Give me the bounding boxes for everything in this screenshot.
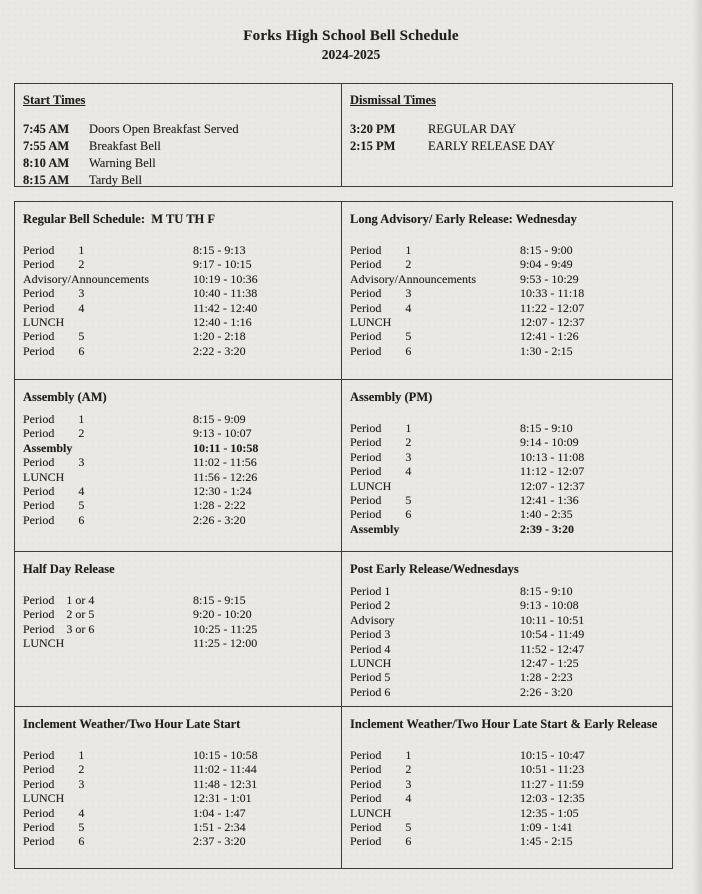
schedule-row-label: Period 3 xyxy=(350,627,391,642)
schedule-row-label: LUNCH xyxy=(23,636,65,651)
schedule-row-time: 2:37 - 3:20 xyxy=(193,834,246,849)
schedule-row-label: Period 3 xyxy=(23,776,85,791)
schedule-row-label: Period 1 xyxy=(350,243,412,257)
schedule-row xyxy=(350,627,666,641)
schedule-row-time: 12:40 - 1:16 xyxy=(193,315,252,330)
schedule-row-time: 1:09 - 1:41 xyxy=(520,820,573,835)
schedule-row-time: 2:39 - 3:20 xyxy=(520,521,574,536)
schedule-row-time: 10:13 - 11:08 xyxy=(520,449,585,464)
schedule-row xyxy=(350,656,666,670)
schedule-row-label: Period 2 xyxy=(23,762,85,777)
schedule-row-time: 12:41 - 1:36 xyxy=(520,493,579,508)
dismissal-time-row-time: 2:15 PM xyxy=(350,139,396,153)
schedule-row-label: Period 6 xyxy=(23,343,85,358)
schedule-row-label: Period 5 xyxy=(350,820,412,835)
start-time-row xyxy=(23,172,341,189)
schedule-row-label: Period 1 or 4 xyxy=(23,593,95,607)
schedule-row-label: Period 6 xyxy=(23,834,85,849)
schedule-grid xyxy=(14,201,673,869)
dismissal-times-heading: Dismissal Times xyxy=(350,93,437,107)
schedule-row-label: Period 2 xyxy=(350,762,412,777)
schedule-row-label: Period 6 xyxy=(350,507,412,522)
schedule-cell-assembly-pm xyxy=(342,380,672,552)
schedule-row-label: Period 4 xyxy=(350,464,412,479)
schedule-row-time: 11:22 - 12:07 xyxy=(520,300,585,315)
schedule-row-label: Period 5 xyxy=(23,498,85,513)
schedule-row-time: 1:30 - 2:15 xyxy=(520,343,573,358)
schedule-rows xyxy=(23,593,335,651)
schedule-row-time: 12:41 - 1:26 xyxy=(520,329,579,344)
schedule-row-time: 12:07 - 12:37 xyxy=(520,478,585,493)
schedule-heading: Assembly (PM) xyxy=(350,390,433,404)
schedule-row xyxy=(23,820,335,834)
schedule-row xyxy=(23,806,335,820)
schedule-row xyxy=(23,484,335,498)
schedule-row xyxy=(23,243,335,257)
schedule-row-time: 8:15 - 9:10 xyxy=(520,421,573,435)
schedule-rows xyxy=(350,243,666,358)
schedule-row-time: 9:20 - 10:20 xyxy=(193,607,252,622)
schedule-row-label: LUNCH xyxy=(23,315,65,330)
schedule-cell-inclement-weather xyxy=(15,707,342,868)
schedule-row xyxy=(23,301,335,315)
schedule-row-label: Period 2 or 5 xyxy=(23,607,95,622)
schedule-row xyxy=(350,344,666,358)
start-time-row xyxy=(23,121,341,138)
schedule-row xyxy=(23,513,335,527)
schedule-row-time: 2:26 - 3:20 xyxy=(193,512,246,527)
title-block xyxy=(0,28,702,63)
schedule-row-label: Period 6 xyxy=(23,512,85,527)
schedule-row-label: Period 4 xyxy=(23,300,85,315)
schedule-row xyxy=(350,450,666,464)
schedule-row xyxy=(350,748,666,762)
schedule-row-label: Period 3 or 6 xyxy=(23,621,95,636)
schedule-row xyxy=(350,315,666,329)
schedule-rows xyxy=(350,421,666,536)
schedule-row xyxy=(350,834,666,848)
schedule-row-time: 1:04 - 1:47 xyxy=(193,805,246,820)
schedule-row xyxy=(23,593,335,607)
schedule-cell-post-early-release xyxy=(342,552,672,707)
schedule-row-time: 8:15 - 9:09 xyxy=(193,412,246,426)
schedule-row xyxy=(350,272,666,286)
schedule-row-time: 11:25 - 12:00 xyxy=(193,636,258,651)
schedule-row-label: Period 1 xyxy=(350,584,391,598)
schedule-row-label: LUNCH xyxy=(23,791,65,806)
schedule-row-label: Period 2 xyxy=(350,435,412,450)
schedule-row xyxy=(350,762,666,776)
schedule-row xyxy=(350,329,666,343)
schedule-row-time: 8:15 - 9:00 xyxy=(520,243,573,257)
schedule-row-time: 10:33 - 11:18 xyxy=(520,286,585,301)
schedule-row-time: 1:40 - 2:35 xyxy=(520,507,573,522)
schedule-row-label: Period 6 xyxy=(350,343,412,358)
schedule-row-time: 12:07 - 12:37 xyxy=(520,315,585,330)
start-time-row xyxy=(23,155,341,172)
schedule-row xyxy=(23,412,335,426)
schedule-row xyxy=(23,470,335,484)
schedule-rows xyxy=(350,748,666,849)
dismissal-time-row-label: REGULAR DAY xyxy=(428,122,517,136)
schedule-row xyxy=(23,777,335,791)
schedule-cell-half-day xyxy=(15,552,342,707)
dismissal-time-row-label: EARLY RELEASE DAY xyxy=(428,139,555,153)
schedule-row xyxy=(350,685,666,699)
start-time-row-label: Warning Bell xyxy=(89,156,156,170)
start-time-row xyxy=(23,138,341,155)
schedule-row-time: 10:11 - 10:58 xyxy=(193,440,259,455)
schedule-row xyxy=(23,636,335,650)
schedule-row xyxy=(350,791,666,805)
schedule-cell-inclement-weather-early-release xyxy=(342,707,672,868)
schedule-row xyxy=(23,498,335,512)
schedule-row-label: Period 4 xyxy=(23,805,85,820)
schedule-row-time: 11:27 - 11:59 xyxy=(520,776,584,791)
schedule-row-time: 1:20 - 2:18 xyxy=(193,329,246,344)
schedule-row-label: Period 1 xyxy=(350,748,412,762)
schedule-row-label: Period 2 xyxy=(350,598,391,613)
schedule-heading: Inclement Weather/Two Hour Late Start xyxy=(23,717,241,731)
schedule-row-label: Advisory xyxy=(350,612,395,627)
schedule-row xyxy=(23,607,335,621)
schedule-row xyxy=(23,286,335,300)
schedule-row-label: Period 2 xyxy=(23,426,85,441)
schedule-row-time: 11:12 - 12:07 xyxy=(520,464,585,479)
start-times-section xyxy=(15,84,342,186)
schedule-row xyxy=(23,329,335,343)
schedule-heading: Long Advisory/ Early Release: Wednesday xyxy=(350,212,577,226)
schedule-cell-long-advisory xyxy=(342,202,672,380)
schedule-rows xyxy=(23,748,335,849)
schedule-row-time: 10:25 - 11:25 xyxy=(193,621,258,636)
schedule-rows xyxy=(350,584,666,699)
schedule-row-time: 9:14 - 10:09 xyxy=(520,435,579,450)
schedule-row-label: Assembly xyxy=(350,521,400,536)
schedule-row-label: LUNCH xyxy=(350,656,392,671)
dismissal-time-row xyxy=(350,138,672,155)
schedule-row-label: Period 2 xyxy=(23,257,85,272)
schedule-row xyxy=(350,257,666,271)
schedule-row xyxy=(23,834,335,848)
schedule-row xyxy=(350,820,666,834)
schedule-row-label: Period 5 xyxy=(350,329,412,344)
schedule-row xyxy=(350,301,666,315)
schedule-heading: Regular Bell Schedule: M TU TH F xyxy=(23,212,216,226)
schedule-row xyxy=(350,806,666,820)
schedule-row-time: 10:15 - 10:58 xyxy=(193,748,258,762)
start-time-row-label: Doors Open Breakfast Served xyxy=(89,122,239,136)
schedule-row-time: 1:51 - 2:34 xyxy=(193,820,246,835)
schedule-row-time: 11:02 - 11:44 xyxy=(193,762,257,777)
schedule-row xyxy=(350,464,666,478)
schedule-row-label: Advisory/Announcements xyxy=(23,271,149,286)
schedule-row xyxy=(23,748,335,762)
schedule-row xyxy=(23,762,335,776)
schedule-rows xyxy=(23,412,335,527)
schedule-row xyxy=(23,257,335,271)
start-time-row-label: Breakfast Bell xyxy=(89,139,161,153)
page-title: Forks High School Bell Schedule xyxy=(243,28,459,44)
schedule-row xyxy=(350,493,666,507)
schedule-row-label: Period 1 xyxy=(350,421,412,435)
schedule-row-label: Period 6 xyxy=(350,684,391,699)
schedule-row-time: 9:04 - 9:49 xyxy=(520,257,573,272)
schedule-row-label: LUNCH xyxy=(23,469,65,484)
schedule-row xyxy=(23,441,335,455)
schedule-row-label: Period 3 xyxy=(23,286,85,301)
schedule-row xyxy=(350,642,666,656)
schedule-row-time: 12:47 - 1:25 xyxy=(520,656,579,671)
schedule-row xyxy=(23,272,335,286)
schedule-heading: Post Early Release/Wednesdays xyxy=(350,562,519,576)
schedule-row-label: LUNCH xyxy=(350,805,392,820)
schedule-row xyxy=(350,243,666,257)
schedule-row xyxy=(350,584,666,598)
schedule-row-label: Assembly xyxy=(23,440,73,455)
schedule-row xyxy=(350,522,666,536)
schedule-row-time: 11:52 - 12:47 xyxy=(520,641,585,656)
start-times-rows xyxy=(23,121,341,189)
schedule-row-time: 9:13 - 10:08 xyxy=(520,598,579,613)
schedule-row-time: 1:28 - 2:23 xyxy=(520,670,573,685)
schedule-row-label: Period 1 xyxy=(23,243,85,257)
schedule-row-time: 12:35 - 1:05 xyxy=(520,805,579,820)
schedule-row-time: 8:15 - 9:10 xyxy=(520,584,573,598)
schedule-row-time: 2:26 - 3:20 xyxy=(520,684,573,699)
start-time-row-time: 8:15 AM xyxy=(23,173,70,187)
schedule-row xyxy=(350,286,666,300)
schedule-row xyxy=(23,344,335,358)
schedule-row-time: 9:53 - 10:29 xyxy=(520,271,579,286)
schedule-row-label: LUNCH xyxy=(350,315,392,330)
schedule-row xyxy=(350,670,666,684)
schedule-row-label: Period 4 xyxy=(350,641,391,656)
schedule-row-time: 1:28 - 2:22 xyxy=(193,498,246,513)
schedule-row-time: 1:45 - 2:15 xyxy=(520,834,573,849)
schedule-row-label: Period 5 xyxy=(23,329,85,344)
schedule-row-label: Period 1 xyxy=(23,748,85,762)
dismissal-time-row xyxy=(350,121,672,138)
schedule-row xyxy=(350,613,666,627)
dismissal-time-row-time: 3:20 PM xyxy=(350,122,396,136)
dismissal-times-section xyxy=(342,84,672,186)
schedule-row xyxy=(350,598,666,612)
times-box xyxy=(14,83,673,187)
schedule-row-time: 11:48 - 12:31 xyxy=(193,776,258,791)
schedule-row-label: Period 3 xyxy=(23,455,85,470)
schedule-row xyxy=(23,426,335,440)
schedule-row-label: Period 4 xyxy=(350,300,412,315)
start-time-row-time: 7:55 AM xyxy=(23,139,70,153)
schedule-row-label: Period 4 xyxy=(23,484,85,499)
schedule-row-time: 12:30 - 1:24 xyxy=(193,484,252,499)
dismissal-times-rows xyxy=(350,121,672,155)
schedule-row xyxy=(23,622,335,636)
schedule-row-label: Period 2 xyxy=(350,257,412,272)
schedule-row-time: 2:22 - 3:20 xyxy=(193,343,246,358)
schedule-row-label: Period 5 xyxy=(350,493,412,508)
schedule-row-time: 8:15 - 9:15 xyxy=(193,593,246,607)
schedule-row xyxy=(350,421,666,435)
schedule-row xyxy=(23,315,335,329)
schedule-row-label: Period 3 xyxy=(350,776,412,791)
page-subtitle: 2024-2025 xyxy=(321,47,381,62)
start-time-row-label: Tardy Bell xyxy=(89,173,142,187)
schedule-row-label: LUNCH xyxy=(350,478,392,493)
schedule-row-time: 11:42 - 12:40 xyxy=(193,300,258,315)
schedule-row-label: Period 5 xyxy=(350,670,391,685)
schedule-row-time: 9:17 - 10:15 xyxy=(193,257,252,272)
schedule-row xyxy=(350,479,666,493)
schedule-row-time: 10:15 - 10:47 xyxy=(520,748,585,762)
schedule-row-time: 9:13 - 10:07 xyxy=(193,426,252,441)
schedule-row xyxy=(23,455,335,469)
schedule-heading: Inclement Weather/Two Hour Late Start & Early Release xyxy=(350,717,658,731)
schedule-row-time: 10:11 - 10:51 xyxy=(520,612,585,627)
schedule-row-time: 11:02 - 11:56 xyxy=(193,455,257,470)
schedule-row-time: 10:51 - 11:23 xyxy=(520,762,585,777)
schedule-cell-assembly-am xyxy=(15,380,342,552)
schedule-row-time: 10:19 - 10:36 xyxy=(193,271,258,286)
schedule-row-label: Period 6 xyxy=(350,834,412,849)
schedule-heading: Assembly (AM) xyxy=(23,390,107,404)
schedule-row xyxy=(350,777,666,791)
start-time-row-time: 7:45 AM xyxy=(23,122,70,136)
schedule-row-label: Period 3 xyxy=(350,449,412,464)
schedule-row-label: Period 1 xyxy=(23,412,85,426)
schedule-row-time: 12:31 - 1:01 xyxy=(193,791,252,806)
schedule-row-time: 10:54 - 11:49 xyxy=(520,627,585,642)
schedule-row-time: 12:03 - 12:35 xyxy=(520,791,585,806)
schedule-cell-regular xyxy=(15,202,342,380)
schedule-row-label: Period 3 xyxy=(350,286,412,301)
schedule-row xyxy=(350,507,666,521)
schedule-row-label: Advisory/Announcements xyxy=(350,271,476,286)
schedule-row-label: Period 5 xyxy=(23,820,85,835)
schedule-row-time: 8:15 - 9:13 xyxy=(193,243,246,257)
start-times-heading: Start Times xyxy=(23,93,86,107)
schedule-row-time: 11:56 - 12:26 xyxy=(193,469,258,484)
schedule-row xyxy=(350,435,666,449)
schedule-heading: Half Day Release xyxy=(23,562,115,576)
schedule-rows xyxy=(23,243,335,358)
schedule-row xyxy=(23,791,335,805)
schedule-row-time: 10:40 - 11:38 xyxy=(193,286,258,301)
start-time-row-time: 8:10 AM xyxy=(23,156,70,170)
schedule-row-label: Period 4 xyxy=(350,791,412,806)
